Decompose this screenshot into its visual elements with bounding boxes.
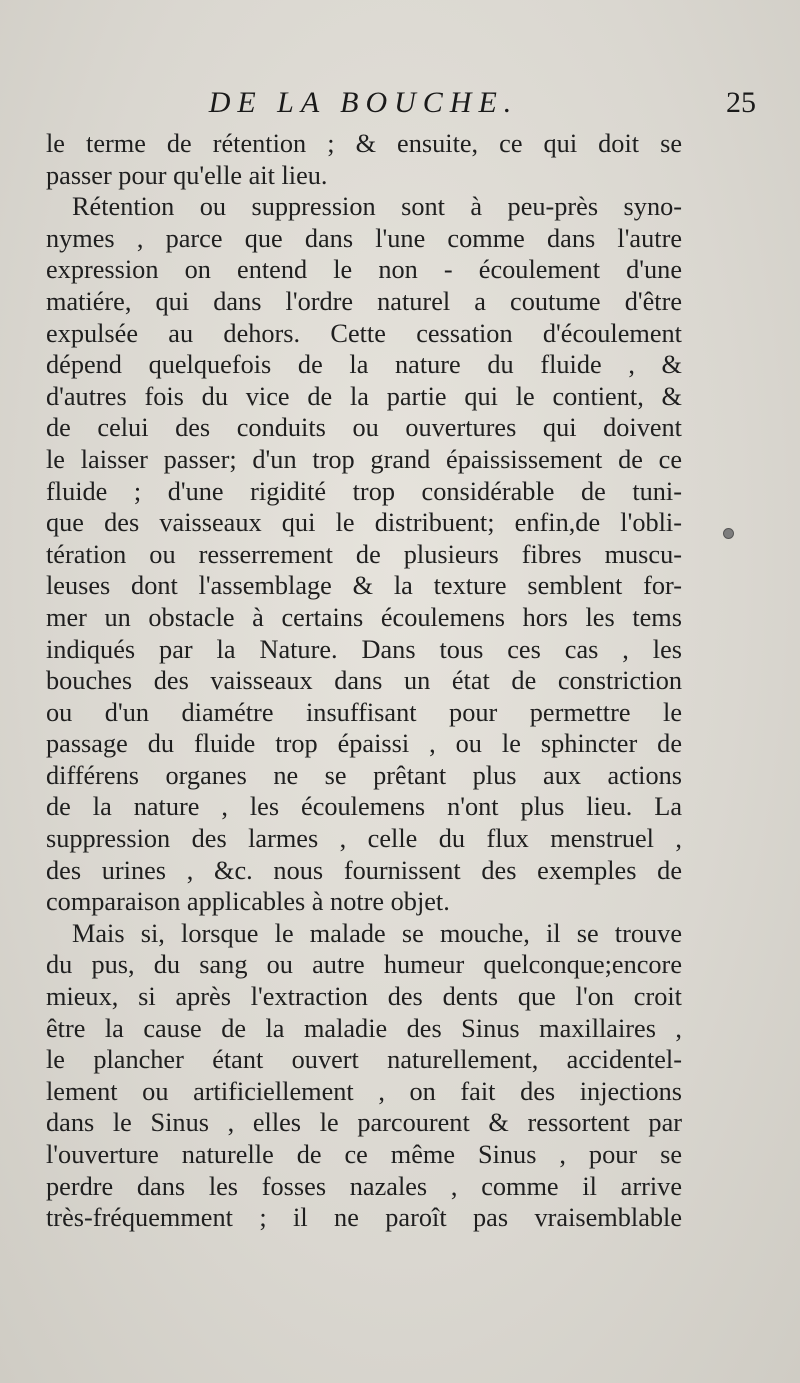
text-line: indiqués par la Nature. Dans tous ces cas , les (46, 634, 682, 664)
text-line: différens organes ne se prêtant plus aux actions (46, 760, 682, 790)
text-line: tération ou resserrement de plusieurs fibres muscu- (46, 539, 682, 569)
text-line: comparaison applicables à notre objet. (46, 887, 450, 917)
text-line: nymes , parce que dans l'une comme dans l'autre (46, 223, 682, 253)
text-line: passage du fluide trop épaissi , ou le sphincter de (46, 729, 682, 759)
text-line: mieux, si après l'extraction des dents que l'on croit (46, 982, 682, 1012)
text-line: que des vaisseaux qui le distribuent; enfin,de l'obli- (46, 508, 682, 538)
text-line: suppression des larmes , celle du flux menstruel , (46, 824, 682, 854)
text-line: d'autres fois du vice de la partie qui le contient, & (46, 381, 682, 411)
text-line: le laisser passer; d'un trop grand épaississement de ce (46, 444, 682, 474)
text-line: matiére, qui dans l'ordre naturel a coutume d'être (46, 286, 682, 316)
text-line: bouches des vaisseaux dans un état de constriction (46, 666, 682, 696)
text-line: l'ouverture naturelle de ce même Sinus , pour se (46, 1140, 682, 1169)
text-line: ou d'un diamétre insuffisant pour permettre le (46, 697, 682, 727)
text-line: des urines , &c. nous fournissent des exemples de (46, 855, 682, 885)
text-line: lement ou artificiellement , on fait des injections (46, 1076, 682, 1106)
page-header (45, 86, 756, 126)
ink-speck (723, 528, 734, 539)
text-line: Rétention ou suppression sont à peu-près syno- (72, 192, 682, 222)
text-line: fluide ; d'une rigidité trop considérable de tuni- (46, 476, 682, 506)
text-line: passer pour qu'elle ait lieu. (46, 160, 328, 190)
text-line: expression on entend le non - écoulement d'une (46, 255, 682, 285)
text-line: Mais si, lorsque le malade se mouche, il se trouve (72, 918, 682, 948)
text-line: mer un obstacle à certains écoulemens hors les tems (46, 602, 682, 632)
text-line: dans le Sinus , elles le parcourent & ressortent par (46, 1108, 682, 1138)
page-number: 25 (726, 86, 756, 119)
text-line: dépend quelquefois de la nature du fluide , & (46, 350, 682, 380)
text-line: perdre dans les fosses nazales , comme il arrive (46, 1171, 682, 1201)
text-line: le terme de rétention ; & ensuite, ce qui doit se (46, 129, 682, 158)
running-head: DE LA BOUCHE. (208, 86, 519, 119)
text-line: le plancher étant ouvert naturellement, accidentel- (46, 1045, 682, 1075)
text-line: du pus, du sang ou autre humeur quelconque;encore (46, 950, 682, 980)
body-text (46, 128, 682, 1234)
text-line: de la nature , les écoulemens n'ont plus lieu. La (46, 792, 682, 822)
text-line: expulsée au dehors. Cette cessation d'écoulement (46, 318, 682, 348)
text-line: leuses dont l'assemblage & la texture semblent for- (46, 571, 682, 601)
text-line: très-fréquemment ; il ne paroît pas vraisemblable (46, 1203, 682, 1233)
text-line: être la cause de la maladie des Sinus maxillaires , (46, 1013, 682, 1043)
text-line: de celui des conduits ou ouvertures qui doivent (46, 413, 682, 443)
